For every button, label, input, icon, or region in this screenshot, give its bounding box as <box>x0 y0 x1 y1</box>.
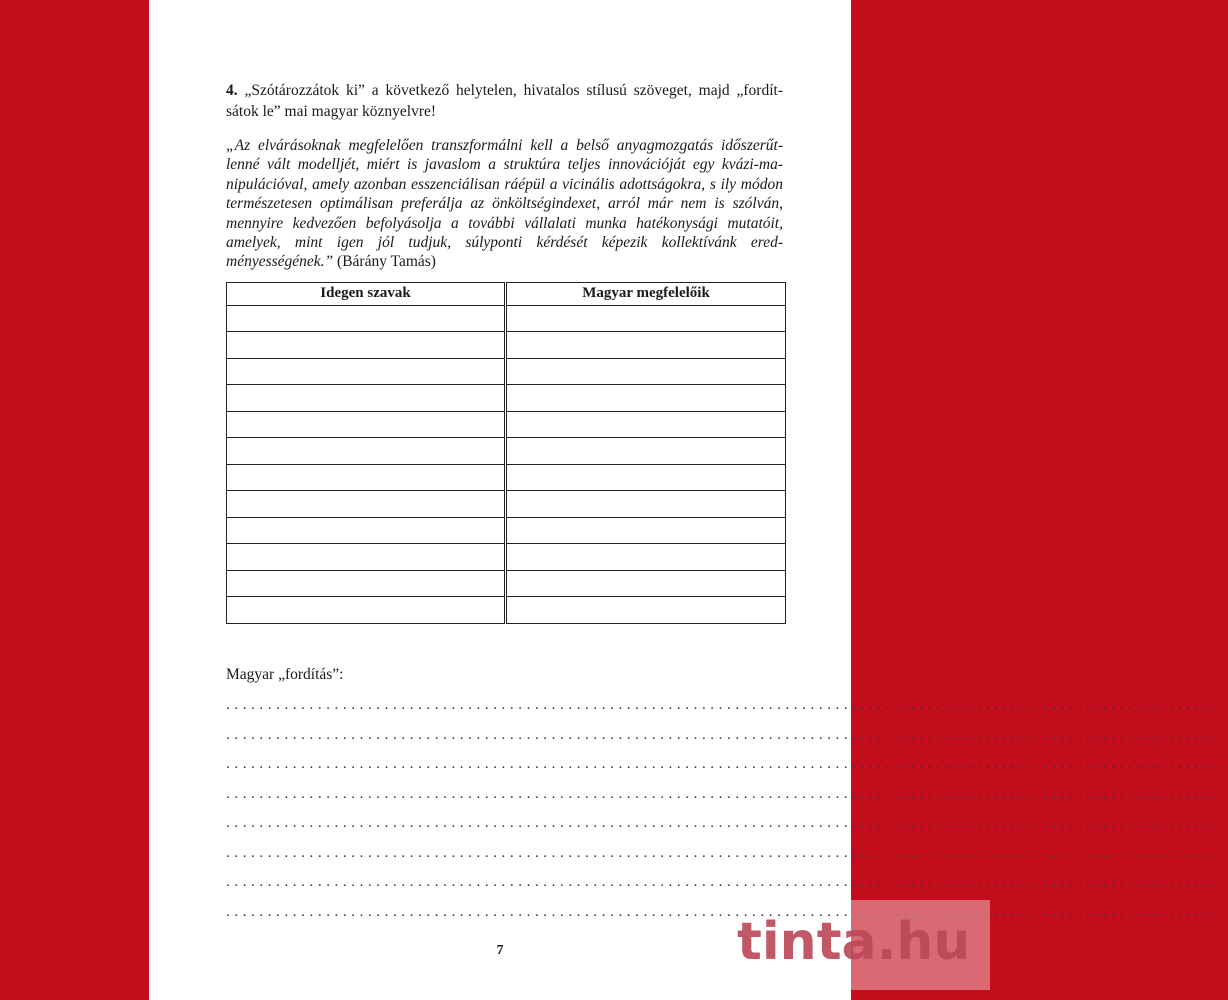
table-row <box>227 517 786 544</box>
dotted-answer-line[interactable]: ........................................................................................................................ <box>226 844 1228 861</box>
table-row <box>227 305 786 332</box>
hungarian-equivalent-cell[interactable] <box>507 570 786 597</box>
foreign-word-cell[interactable] <box>227 385 505 412</box>
translation-label: Magyar „fordítás”: <box>226 666 344 683</box>
foreign-word-cell[interactable] <box>227 358 505 385</box>
task-text: „Szótározzátok ki” a következő helytelen, hivatalos stílusú szöveget, majd „fordít-sátok le” mai magyar köznyelvre! <box>226 82 783 120</box>
quote-text: „Az elvárásoknak megfelelően transzformálni kell a belső anyagmozgatás időszerűt-lenné vált modelljét, miért is javaslom a struktúra teljes innovációját egy kvázi-ma-nipulációval, amely azonban esszenciálisan ráépül a vicinális adottságokra, s ily módon természetesen optimálisan preferálja az önköltségindexet, arról már nem is szólván, mennyire kedvezően befolyásolja a további vállalati munka hatékonysági mutatóit, amelyek, mint igen jól tudjuk, súlyponti kérdését képezik kollektívánk ered-ményességének.” <box>226 137 783 271</box>
table-row <box>227 385 786 412</box>
header-hungarian-equivalents: Magyar megfelelőik <box>507 282 786 305</box>
task-number: 4. <box>226 82 238 99</box>
table-row <box>227 570 786 597</box>
hungarian-equivalent-cell[interactable] <box>507 358 786 385</box>
quote-paragraph <box>226 136 783 272</box>
foreign-word-cell[interactable] <box>227 305 505 332</box>
quote-author: (Bárány Tamás) <box>333 253 436 271</box>
table-header-row <box>227 282 786 305</box>
foreign-word-cell[interactable] <box>227 464 505 491</box>
table-row <box>227 438 786 465</box>
hungarian-equivalent-cell[interactable] <box>507 544 786 571</box>
header-foreign-words: Idegen szavak <box>227 282 505 305</box>
dotted-answer-line[interactable]: ........................................................................................................................ <box>226 726 1228 743</box>
dotted-answer-line[interactable]: ........................................................................................................................ <box>226 815 1228 831</box>
foreign-word-cell[interactable] <box>227 411 505 438</box>
hungarian-equivalent-cell[interactable] <box>507 411 786 438</box>
dotted-answer-line[interactable]: ........................................................................................................................ <box>226 756 1228 772</box>
table-row <box>227 544 786 571</box>
dotted-answer-line[interactable]: ........................................................................................................................ <box>226 785 1228 802</box>
page-number: 7 <box>496 943 504 958</box>
page-content <box>226 80 783 624</box>
table-row <box>227 464 786 491</box>
hungarian-equivalent-cell[interactable] <box>507 517 786 544</box>
foreign-word-cell[interactable] <box>227 570 505 597</box>
hungarian-equivalent-cell[interactable] <box>507 464 786 491</box>
table-row <box>227 597 786 624</box>
hungarian-equivalent-cell[interactable] <box>507 597 786 624</box>
foreign-word-cell[interactable] <box>227 544 505 571</box>
hungarian-equivalent-cell[interactable] <box>507 438 786 465</box>
dotted-answer-line[interactable]: ........................................................................................................................ <box>226 903 1228 920</box>
table-row <box>227 358 786 385</box>
foreign-word-cell[interactable] <box>227 332 505 359</box>
hungarian-equivalent-cell[interactable] <box>507 491 786 518</box>
hungarian-equivalent-cell[interactable] <box>507 332 786 359</box>
table-body <box>227 305 786 623</box>
vocabulary-table <box>226 282 786 624</box>
table-row <box>227 491 786 518</box>
hungarian-equivalent-cell[interactable] <box>507 385 786 412</box>
table-row <box>227 411 786 438</box>
publisher-logo: tinta.hu <box>737 912 971 972</box>
dotted-answer-line[interactable]: ........................................................................................................................ <box>226 874 1228 890</box>
foreign-word-cell[interactable] <box>227 491 505 518</box>
dotted-answer-line[interactable]: ........................................................................................................................ <box>226 697 1228 713</box>
task-instruction <box>226 80 783 122</box>
foreign-word-cell[interactable] <box>227 517 505 544</box>
hungarian-equivalent-cell[interactable] <box>507 305 786 332</box>
foreign-word-cell[interactable] <box>227 438 505 465</box>
table-row <box>227 332 786 359</box>
foreign-word-cell[interactable] <box>227 597 505 624</box>
